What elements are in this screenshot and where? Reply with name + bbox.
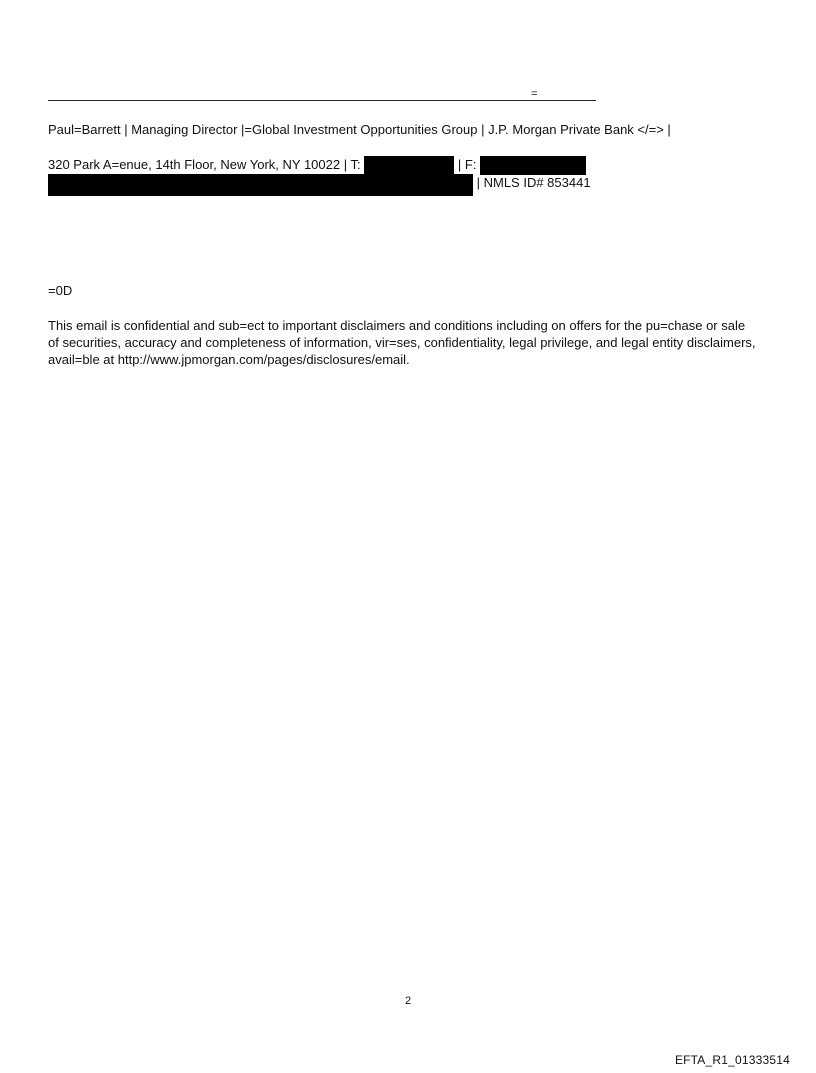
encoding-artifact: =0D [48, 283, 73, 298]
redaction-email [48, 174, 473, 196]
separator-rule-left [48, 88, 530, 101]
separator-equals: = [531, 88, 538, 100]
nmls-id: | NMLS ID# 853441 [476, 175, 591, 190]
signature-separator [48, 87, 596, 101]
document-id: EFTA_R1_01333514 [674, 1053, 790, 1067]
disclaimer-text: This email is confidential and sub=ect to important disclaimers and conditions including on offers for the pu=chase or sale of securities, accuracy and completeness of information, vir=ses, confidentiality, legal privilege, and legal entity disclaimers, avail=ble at http://www.jpmorgan.com/pages/disclosures/email. [48, 318, 756, 367]
signature-address: 320 Park A=enue, 14th Floor, New York, NY 10022 | T: [48, 157, 365, 172]
signature-nmls-line [48, 174, 591, 196]
signature-name-title: Paul=Barrett | Managing Director |=Global Investment Opportunities Group | J.P. Morgan Private Bank </=> | [48, 122, 671, 137]
fax-label: | F: [457, 157, 477, 172]
page-number: 2 [404, 995, 412, 1007]
separator-rule-right [538, 88, 596, 101]
redaction-fax [480, 156, 586, 175]
